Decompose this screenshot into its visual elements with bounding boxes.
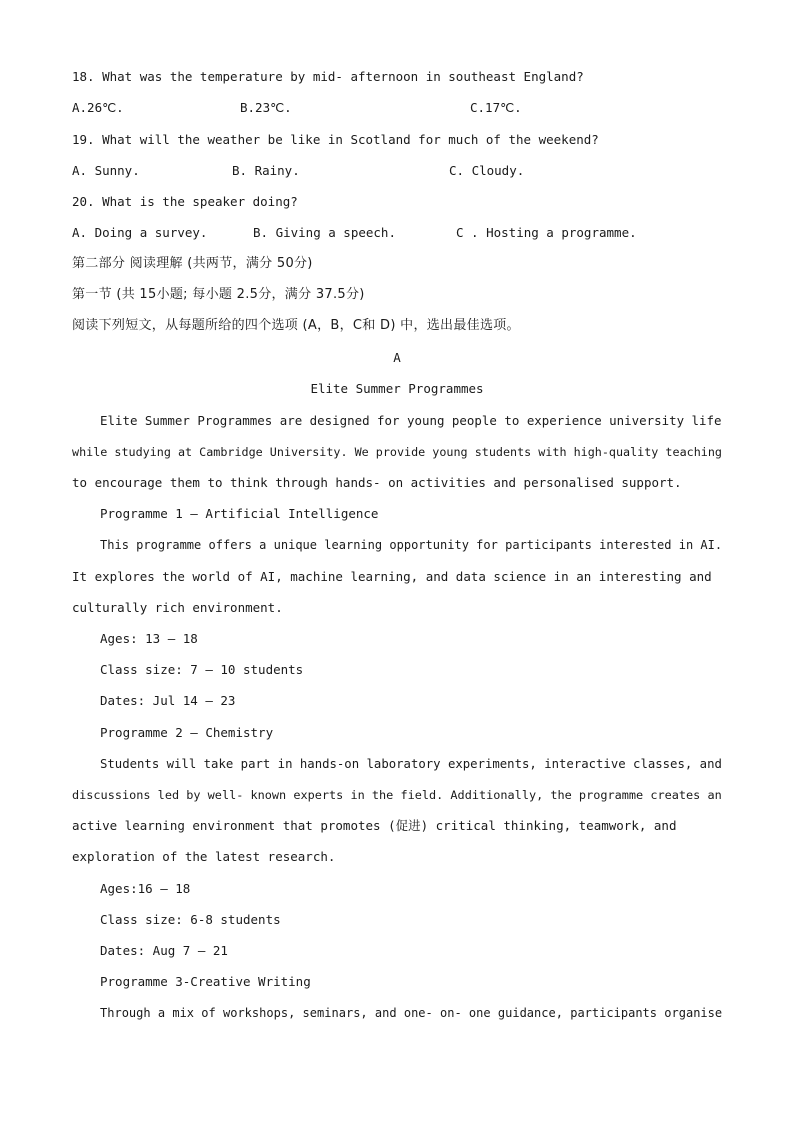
q19-option-a: A. Sunny. <box>72 163 140 178</box>
programme-2-desc-2: discussions led by well- known experts in the field. Additionally, the programme creates an <box>72 788 722 802</box>
programme-1-desc-1: This programme offers a unique learning opportunity for participants interested in AI. <box>100 538 723 552</box>
programme-3-desc-1: Through a mix of workshops, seminars, and one- on- one guidance, participants organise <box>100 1006 723 1020</box>
q19-option-c: C. Cloudy. <box>449 163 525 178</box>
programme-2-dates: Dates: Aug 7 — 21 <box>100 943 228 958</box>
programme-1-title: Programme 1 — Artificial Intelligence <box>100 506 379 521</box>
programme-1-dates: Dates: Jul 14 — 23 <box>100 693 236 708</box>
q18-option-b: B.23℃. <box>240 100 292 115</box>
q20-option-a: A. Doing a survey. <box>72 225 208 240</box>
programme-3-title: Programme 3-Creative Writing <box>100 974 311 989</box>
q19-option-b: B. Rainy. <box>232 163 300 178</box>
passage-letter: A <box>393 350 401 365</box>
q20-option-b: B. Giving a speech. <box>253 225 396 240</box>
question-18: 18. What was the temperature by mid- afternoon in southeast England? <box>72 69 584 84</box>
q18-option-a: A.26℃. <box>72 100 124 115</box>
question-20: 20. What is the speaker doing? <box>72 194 298 209</box>
programme-2-desc-1: Students will take part in hands-on laboratory experiments, interactive classes, and <box>100 757 722 771</box>
programme-2-desc-3: active learning environment that promotes (促进) critical thinking, teamwork, and <box>72 818 677 833</box>
intro-line-3: to encourage them to think through hands- on activities and personalised support. <box>72 475 682 490</box>
q20-option-c: C . Hosting a programme. <box>456 225 637 240</box>
intro-line-2: while studying at Cambridge University. We provide young students with high-quality teaching <box>72 445 722 459</box>
q18-option-c: C.17℃. <box>470 100 522 115</box>
programme-2-ages: Ages:16 — 18 <box>100 881 191 896</box>
programme-1-desc-2: It explores the world of AI, machine learning, and data science in an interesting and <box>72 569 712 584</box>
question-19: 19. What will the weather be like in Scotland for much of the weekend? <box>72 132 599 147</box>
section-heading: 第一节 (共 15小题; 每小题 2.5分，满分 37.5分) <box>72 287 365 302</box>
programme-1-ages: Ages: 13 — 18 <box>100 631 198 646</box>
programme-2-class-size: Class size: 6-8 students <box>100 912 281 927</box>
intro-line-1: Elite Summer Programmes are designed for young people to experience university life <box>100 413 722 428</box>
programme-2-desc-4: exploration of the latest research. <box>72 849 336 864</box>
passage-title: Elite Summer Programmes <box>310 381 484 396</box>
part-heading: 第二部分 阅读理解 (共两节，满分 50分) <box>72 256 313 271</box>
programme-1-desc-3: culturally rich environment. <box>72 600 283 615</box>
programme-1-class-size: Class size: 7 — 10 students <box>100 662 304 677</box>
programme-2-title: Programme 2 — Chemistry <box>100 725 274 740</box>
instruction: 阅读下列短文，从每题所给的四个选项 (A，B，C和 D) 中，选出最佳选项。 <box>72 318 520 333</box>
